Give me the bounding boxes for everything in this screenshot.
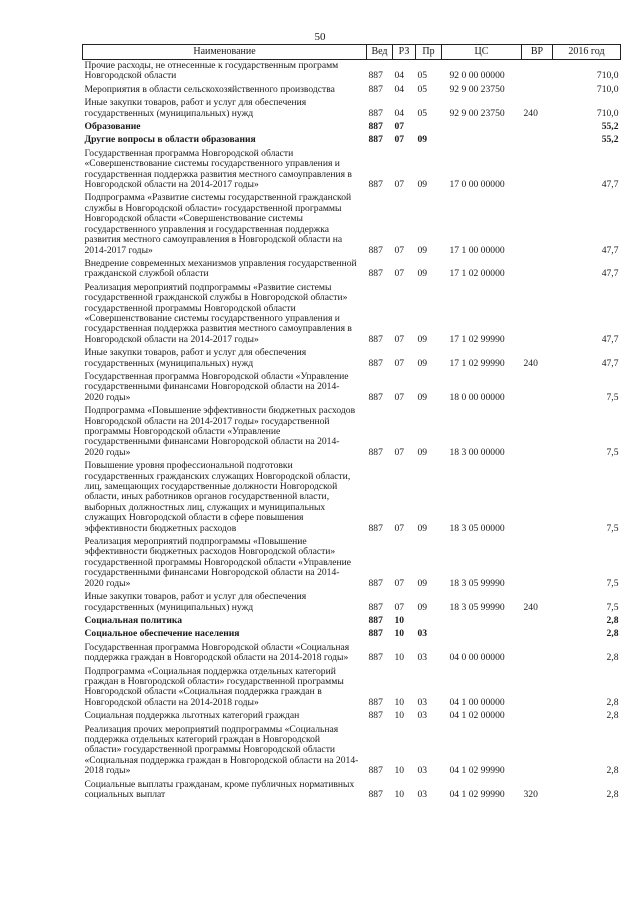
cell-sum: 2,8 [606, 765, 619, 777]
cell-ved: 887 [368, 628, 383, 640]
cell-cs: 18 3 05 00000 [449, 522, 505, 534]
cell-sum: 47,7 [601, 244, 619, 256]
table-row [83, 405, 621, 460]
cell-pr: 05 [417, 107, 428, 119]
table-row [83, 710, 621, 723]
cell-cs: 17 1 02 00000 [449, 268, 505, 280]
cell-sum: 7,5 [606, 446, 619, 458]
cell-rz: 07 [394, 391, 405, 403]
cell-name: Социальная политика [84, 614, 183, 626]
cell-sum: 2,8 [606, 710, 619, 722]
cell-ved: 887 [368, 765, 383, 777]
cell-rz: 07 [394, 522, 405, 534]
cell-rz: 10 [394, 614, 405, 626]
cell-sum: 47,7 [601, 268, 619, 280]
cell-vr: 240 [523, 107, 538, 119]
cell-sum: 7,5 [606, 522, 619, 534]
table-row [83, 371, 621, 405]
cell-cs: 18 3 05 99990 [449, 601, 505, 613]
table-row [83, 258, 621, 282]
table-row [83, 121, 621, 134]
table-row [83, 84, 621, 97]
header-ved: Вед [367, 45, 393, 60]
cell-rz: 10 [394, 710, 405, 722]
budget-table [82, 44, 621, 802]
cell-name: Подпрограмма «Повышение эффективности бюджетных расходов Новгородской области на 2014-2017 годы» государственной программы Новгородской области «Управление государственными финансами Новгородской области на 2014-2020 годы» [84, 405, 356, 458]
table-row [83, 148, 621, 193]
cell-sum: 47,7 [601, 333, 619, 345]
cell-vr [522, 371, 553, 405]
table-row [83, 591, 621, 615]
cell-cs: 92 9 00 23750 [449, 107, 505, 119]
cell-name: Мероприятия в области сельскохозяйственного производства [84, 83, 335, 95]
cell-pr: 09 [417, 357, 428, 369]
table-row [83, 97, 621, 121]
cell-name: Государственная программа Новгородской области «Управление государственными финансами Новгородской области на 2014-2020 годы» [84, 370, 349, 403]
cell-name: Повышение уровня профессиональной подготовки государственных гражданских служащих Новгородской области, лиц, замещающих государственные должности Новгородской области, иных работников органов государственной власти, выборных должностных лиц, служащих и муниципальных служащих Новгородской области в сфере повышения эффективности бюджетных расходов [84, 460, 351, 534]
cell-sum: 7,5 [606, 577, 619, 589]
table-row [83, 628, 621, 641]
cell-cs [442, 134, 522, 147]
cell-rz: 10 [394, 765, 405, 777]
cell-pr [416, 615, 442, 628]
header-sum: 2016 год [553, 45, 621, 60]
cell-cs: 18 0 00 00000 [449, 391, 505, 403]
cell-sum: 710,0 [596, 107, 619, 119]
cell-sum: 710,0 [596, 83, 619, 95]
cell-pr: 03 [417, 696, 428, 708]
cell-rz: 04 [394, 83, 405, 95]
cell-cs: 18 3 00 00000 [449, 446, 505, 458]
cell-vr [522, 282, 553, 347]
header-vr: ВР [522, 45, 553, 60]
cell-name: Реализация прочих мероприятий подпрограммы «Социальная поддержка отдельных категорий граждан в Новгородской области» государственной программы Новгородской области «Социальная поддержка граждан в Новгородской области на 2014-2018 годы» [84, 723, 359, 777]
table-body [83, 60, 621, 803]
table-header [83, 45, 621, 60]
cell-name: Подпрограмма «Развитие системы государственной гражданской службы в Новгородской области» государственной программы Новгородской области «Совершенствование системы государственного управления и государственная поддержка развития местного самоуправления в Новгородской области на 2014-2017 годы» [84, 192, 352, 256]
cell-pr: 09 [417, 577, 428, 589]
cell-cs: 04 1 02 99990 [449, 765, 505, 777]
cell-rz: 04 [394, 70, 405, 82]
cell-ved: 887 [368, 710, 383, 722]
cell-name: Иные закупки товаров, работ и услуг для обеспечения государственных (муниципальных) нужд [84, 97, 307, 119]
cell-rz: 07 [394, 121, 405, 133]
cell-cs: 92 0 00 00000 [449, 70, 505, 82]
cell-cs: 04 1 02 99990 [449, 789, 505, 800]
table-row [83, 536, 621, 591]
cell-vr [522, 710, 553, 723]
cell-pr: 09 [417, 134, 428, 146]
cell-sum: 7,5 [606, 391, 619, 403]
table-row [83, 666, 621, 711]
cell-rz: 10 [394, 696, 405, 708]
cell-pr: 03 [417, 765, 428, 777]
cell-cs: 18 3 05 99990 [449, 577, 505, 589]
cell-sum: 2,8 [606, 696, 619, 708]
cell-rz: 07 [394, 244, 405, 256]
header-cs: ЦС [442, 45, 522, 60]
cell-ved: 887 [368, 357, 383, 369]
cell-cs: 17 1 00 00000 [449, 244, 505, 256]
cell-pr: 03 [417, 789, 428, 800]
table-row [83, 779, 621, 803]
cell-ved: 887 [368, 391, 383, 403]
cell-ved: 887 [368, 522, 383, 534]
cell-sum: 2,8 [606, 652, 619, 664]
table-row [83, 60, 621, 84]
cell-pr: 09 [417, 333, 428, 345]
cell-pr: 09 [417, 244, 428, 256]
cell-rz: 07 [394, 134, 405, 146]
cell-ved: 887 [368, 70, 383, 82]
cell-name: Образование [84, 121, 141, 133]
cell-rz: 07 [394, 446, 405, 458]
cell-pr: 09 [417, 601, 428, 613]
cell-ved: 887 [368, 268, 383, 280]
cell-pr: 09 [417, 179, 428, 191]
cell-name: Реализация мероприятий подпрограммы «Развитие системы государственной гражданской службы в Новгородской области» государственной программы Новгородской области «Совершенствование системы государственного управления и государственная поддержка развития местного самоуправления в Новгородской области на 2014-2017 годы» [84, 281, 352, 345]
cell-ved: 887 [368, 789, 383, 800]
cell-ved: 887 [368, 601, 383, 613]
cell-rz: 07 [394, 179, 405, 191]
cell-vr [522, 60, 553, 84]
cell-vr [522, 121, 553, 134]
table-row [83, 192, 621, 257]
cell-ved: 887 [368, 107, 383, 119]
cell-vr: 320 [523, 789, 538, 800]
table-row [83, 460, 621, 536]
cell-name: Социальные выплаты гражданам, кроме публичных нормативных социальных выплат [84, 778, 355, 800]
cell-sum: 47,7 [601, 179, 619, 191]
cell-rz: 10 [394, 652, 405, 664]
cell-pr: 09 [417, 391, 428, 403]
cell-pr: 09 [417, 522, 428, 534]
table-row [83, 724, 621, 779]
cell-vr [522, 405, 553, 460]
cell-pr: 05 [417, 70, 428, 82]
cell-rz: 07 [394, 268, 405, 280]
cell-vr [522, 84, 553, 97]
cell-pr: 03 [417, 652, 428, 664]
cell-name: Иные закупки товаров, работ и услуг для обеспечения государственных (муниципальных) нужд [84, 591, 307, 613]
cell-vr [522, 192, 553, 257]
cell-sum: 55,2 [601, 134, 619, 146]
table-row [83, 134, 621, 147]
cell-name: Государственная программа Новгородской области «Социальная поддержка граждан в Новгородской области на 2014-2018 годы» [84, 641, 350, 664]
cell-rz: 07 [394, 357, 405, 369]
cell-name: Государственная программа Новгородской области «Совершенствование системы государственного управления и государственная поддержка развития местного самоуправления в Новгородской области на 2014-2017 годы» [84, 147, 352, 191]
cell-cs: 04 0 00 00000 [449, 652, 505, 664]
cell-ved: 887 [368, 121, 383, 133]
cell-ved: 887 [368, 244, 383, 256]
cell-cs: 04 1 02 00000 [449, 710, 505, 722]
cell-ved: 887 [368, 652, 383, 664]
cell-ved: 887 [368, 696, 383, 708]
cell-name: Подпрограмма «Социальная поддержка отдельных категорий граждан в Новгородской области» государственной программы Новгородской области «Социальная поддержка граждан в Новгородской области на 2014-2018 годы» [84, 665, 344, 708]
cell-ved: 887 [368, 614, 383, 626]
cell-name: Социальная поддержка льготных категорий граждан [84, 710, 300, 722]
cell-vr [522, 615, 553, 628]
cell-pr: 03 [417, 628, 428, 640]
cell-rz: 07 [394, 333, 405, 345]
cell-rz: 10 [394, 789, 405, 800]
cell-sum: 7,5 [606, 601, 619, 613]
cell-sum: 710,0 [596, 70, 619, 82]
cell-rz: 07 [394, 601, 405, 613]
cell-ved: 887 [368, 446, 383, 458]
cell-ved: 887 [368, 83, 383, 95]
cell-pr: 03 [417, 710, 428, 722]
cell-vr [522, 666, 553, 711]
cell-vr [522, 642, 553, 666]
cell-name: Внедрение современных механизмов управления государственной гражданской службой области [84, 257, 357, 280]
cell-name: Иные закупки товаров, работ и услуг для обеспечения государственных (муниципальных) нужд [84, 347, 307, 369]
table-row [83, 615, 621, 628]
cell-sum: 2,8 [606, 628, 619, 640]
cell-sum: 2,8 [606, 789, 619, 800]
cell-vr: 240 [523, 357, 538, 369]
cell-pr: 05 [417, 83, 428, 95]
cell-cs [442, 615, 522, 628]
cell-sum: 47,7 [601, 357, 619, 369]
cell-vr [522, 724, 553, 779]
cell-rz: 10 [394, 628, 405, 640]
cell-cs [442, 121, 522, 134]
cell-vr [522, 536, 553, 591]
cell-rz: 04 [394, 107, 405, 119]
header-rz: РЗ [393, 45, 416, 60]
header-pr: Пр [416, 45, 442, 60]
cell-pr [416, 121, 442, 134]
cell-cs [442, 628, 522, 641]
cell-rz: 07 [394, 577, 405, 589]
cell-vr: 240 [523, 601, 538, 613]
cell-vr [522, 628, 553, 641]
cell-vr [522, 258, 553, 282]
cell-vr [522, 134, 553, 147]
cell-ved: 887 [368, 577, 383, 589]
cell-sum: 55,2 [601, 121, 619, 133]
table-row [83, 347, 621, 371]
cell-ved: 887 [368, 333, 383, 345]
cell-cs: 04 1 00 00000 [449, 696, 505, 708]
cell-cs: 17 1 02 99990 [449, 357, 505, 369]
cell-vr [522, 148, 553, 193]
page-number: 50 [314, 31, 326, 43]
table-row [83, 282, 621, 347]
cell-name: Прочие расходы, не отнесенные к государственным программ Новгородской области [84, 60, 339, 82]
cell-ved: 887 [368, 179, 383, 191]
cell-pr: 09 [417, 446, 428, 458]
cell-pr: 09 [417, 268, 428, 280]
cell-ved: 887 [368, 134, 383, 146]
cell-vr [522, 460, 553, 536]
cell-name: Другие вопросы в области образования [84, 134, 256, 146]
cell-cs: 17 1 02 99990 [449, 333, 505, 345]
header-name: Наименование [83, 45, 367, 60]
table-row [83, 642, 621, 666]
cell-name: Реализация мероприятий подпрограммы «Повышение эффективности бюджетных расходов Новгородской области» государственной программы Новгородской области «Управление государственными финансами Новгородской области на 2014-2020 годы» [84, 536, 352, 589]
cell-name: Социальное обеспечение населения [84, 628, 240, 640]
cell-cs: 17 0 00 00000 [449, 179, 505, 191]
cell-cs: 92 9 00 23750 [449, 83, 505, 95]
cell-sum: 2,8 [606, 614, 619, 626]
